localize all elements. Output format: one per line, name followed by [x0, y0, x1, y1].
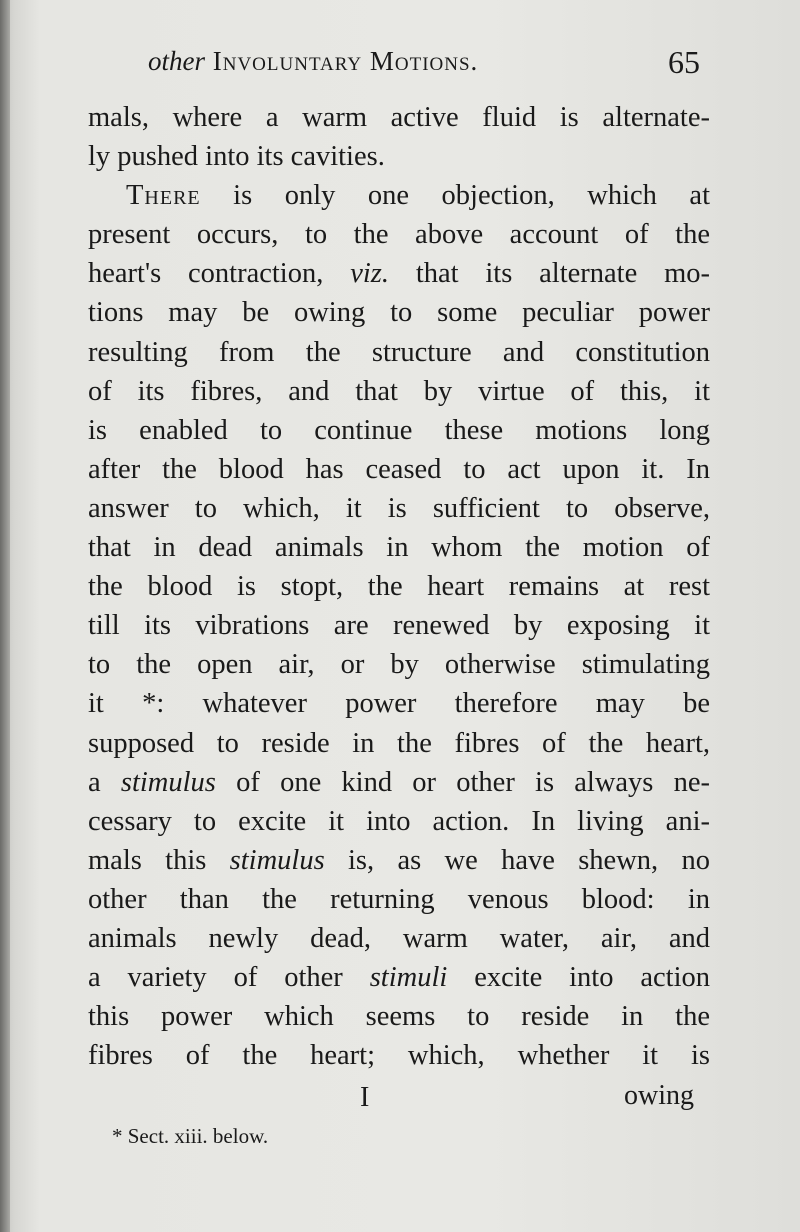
italic-term: viz. [350, 258, 389, 290]
text-line [88, 997, 710, 1036]
text-segment: that in dead animals in whom the motion of [88, 532, 710, 564]
signature-mark: I [360, 1082, 370, 1113]
text-line [88, 724, 710, 763]
text-segment: present occurs, to the above account of the [88, 219, 710, 251]
text-segment: mals this [88, 844, 230, 876]
text-line [88, 763, 710, 802]
italic-term: stimuli [369, 962, 448, 994]
text-line [88, 450, 710, 489]
text-segment: cessary to excite it into action. In living ani- [88, 805, 710, 837]
text-line [88, 372, 710, 411]
text-line [88, 958, 710, 997]
text-segment: of its fibres, and that by virtue of this, it [88, 375, 710, 407]
body-text [88, 98, 710, 1075]
text-line [88, 1036, 710, 1075]
text-segment: that its alternate mo- [388, 258, 710, 290]
text-segment: supposed to reside in the fibres of the heart, [88, 727, 710, 759]
text-segment: after the blood has ceased to act upon it. In [88, 453, 710, 485]
italic-term: stimulus [229, 844, 325, 876]
text-line [88, 333, 710, 372]
text-line [88, 841, 710, 880]
paragraph-lead-word: There [126, 180, 201, 212]
text-segment: excite into action [447, 962, 711, 994]
text-segment: answer to which, it is sufficient to observe, [88, 492, 710, 524]
text-segment: the blood is stopt, the heart remains at rest [88, 571, 710, 603]
running-title-italic: other [148, 46, 205, 76]
text-segment: fibres of the heart; which, whether it is [88, 1040, 710, 1072]
catchword: owing [624, 1080, 694, 1111]
text-segment: resulting from the structure and constitution [88, 336, 710, 368]
text-segment: a variety of other [88, 962, 370, 994]
running-title-small-caps: Involuntary Motions. [212, 46, 479, 76]
text-segment: ly pushed into its cavities. [88, 141, 385, 173]
italic-term: stimulus [120, 766, 216, 798]
text-segment: of one kind or other is always ne- [215, 766, 710, 798]
text-segment: animals newly dead, warm water, air, and [88, 922, 710, 954]
text-line [88, 176, 710, 215]
footnote: * Sect. xiii. below. [112, 1124, 269, 1148]
text-line [88, 98, 710, 137]
text-segment: it *: whatever power therefore may be [88, 688, 710, 720]
text-line [88, 645, 710, 684]
text-line [88, 489, 710, 528]
text-segment: other than the returning venous blood: in [88, 883, 710, 915]
text-segment: is, as we have shewn, no [324, 844, 710, 876]
text-line [88, 880, 710, 919]
page-number: 65 [668, 44, 700, 80]
text-line [88, 137, 710, 176]
text-line [88, 684, 710, 723]
text-segment: a [88, 766, 121, 798]
text-segment: till its vibrations are renewed by exposing it [88, 610, 710, 642]
text-line [88, 293, 710, 332]
text-line [88, 215, 710, 254]
text-segment: is only one objection, which at [200, 180, 710, 212]
text-line [88, 802, 710, 841]
text-segment: is enabled to continue these motions long [88, 414, 710, 446]
text-segment: heart's contraction, [88, 258, 351, 290]
text-line [88, 254, 710, 293]
text-segment: this power which seems to reside in the [88, 1001, 710, 1033]
running-title [148, 46, 478, 77]
running-header [0, 46, 800, 90]
text-line [88, 567, 710, 606]
text-line [88, 919, 710, 958]
text-line [88, 606, 710, 645]
text-segment: tions may be owing to some peculiar power [88, 297, 710, 329]
text-line [88, 528, 710, 567]
text-segment: to the open air, or by otherwise stimulating [88, 649, 710, 681]
text-segment: mals, where a warm active fluid is alternate- [88, 102, 710, 133]
text-line [88, 411, 710, 450]
